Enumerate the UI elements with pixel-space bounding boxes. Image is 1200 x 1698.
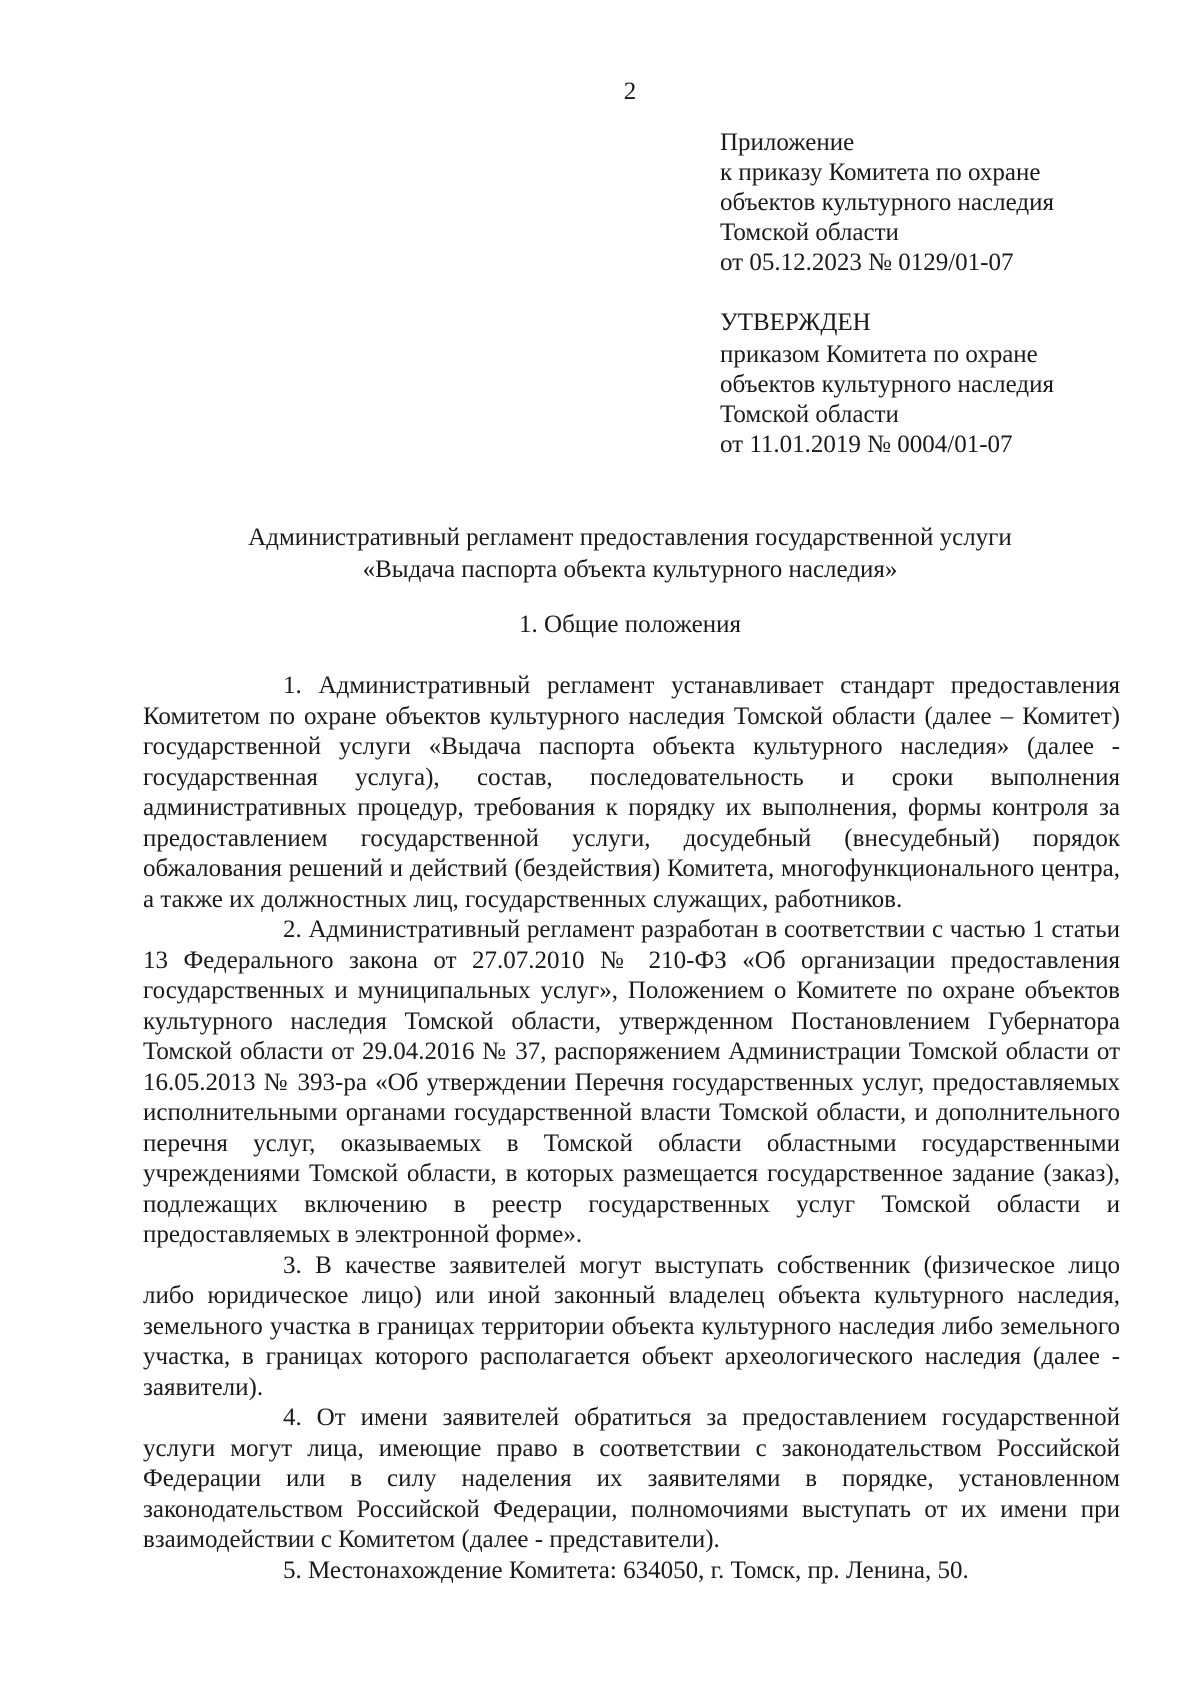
- attachment-line: Приложение: [720, 129, 855, 156]
- approved-title: УТВЕРЖДЕН: [720, 309, 871, 336]
- paragraph-number: 1.: [283, 672, 302, 699]
- paragraph-number: 3.: [283, 1251, 302, 1279]
- document-body: [143, 671, 1120, 1586]
- attachment-line: объектов культурного наследия: [720, 189, 1054, 216]
- paragraph-text: Административный регламент устанавливает стандарт предоставления Комитетом по охране объектов культурного наследия Томской области (далее – Комитет) государственной услуги «Выдача паспорта объекта культурного наследия» (далее - государственная услуга), состав, последовательность и сроки выполнения административных процедур, требования к порядку их выполнения, формы контроля за предоставлением государственной услуги, досудебный (внесудебный) порядок обжалования решений и действий (бездействия) Комитета, многофункционального центра, а также их должностных лиц, государственных служащих, работников.: [143, 672, 1120, 913]
- approved-line: приказом Комитета по охране: [720, 341, 1038, 368]
- approved-line: от 11.01.2019 № 0004/01-07: [720, 431, 1013, 458]
- paragraph: [143, 1403, 1120, 1556]
- paragraph: [143, 671, 1120, 915]
- paragraph-text: Местонахождение Комитета: 634050, г. Томск, пр. Ленина, 50.: [308, 1556, 969, 1584]
- paragraph-text: От имени заявителей обратиться за предоставлением государственной услуги могут лица, имеющие право в соответствии с законодательством Российской Федерации или в силу наделения их заявителями в порядке, установленном законодательством Российской Федерации, полномочиями выступать от их имени при взаимодействии с Комитетом (далее - представители).: [143, 1404, 1120, 1553]
- paragraph: [143, 1556, 1120, 1587]
- paragraph-number: 2.: [283, 916, 302, 943]
- paragraph-text: В качестве заявителей могут выступать собственник (физическое лицо либо юридическое лицо) или иной законный владелец объекта культурного наследия, земельного участка в границах территории объекта культурного наследия либо земельного участка, в границах которого располагается объект археологического наследия (далее - заявители).: [143, 1251, 1121, 1401]
- page-number: 2: [623, 78, 637, 105]
- approved-line: Томской области: [720, 401, 899, 428]
- paragraph: [143, 1251, 1120, 1404]
- attachment-block: [720, 128, 1140, 278]
- attachment-line: к приказу Комитета по охране: [720, 159, 1041, 186]
- paragraph: [143, 915, 1120, 1251]
- attachment-line: Томской области: [720, 219, 899, 246]
- approved-block: [720, 308, 1140, 460]
- document-title-line: «Выдача паспорта объекта культурного наследия»: [362, 556, 898, 583]
- document-title: [140, 522, 1120, 586]
- attachment-line: от 05.12.2023 № 0129/01-07: [720, 249, 1014, 276]
- approved-line: объектов культурного наследия: [720, 371, 1054, 398]
- paragraph-text: Административный регламент разработан в соответствии с частью 1 статьи 13 Федерального закона от 27.07.2010 № 210-ФЗ «Об организации предоставления государственных и муниципальных услуг», Положением о Комитете по охране объектов культурного наследия Томской области, утвержденном Постановлением Губернатора Томской области от 29.04.2016 № 37, распоряжением Администрации Томской области от 16.05.2013 № 393-ра «Об утверждении Перечня государственных услуг, предоставляемых исполнительными органами государственной власти Томской области, и дополнительного перечня услуг, оказываемых в Томской области областными государственными учреждениями Томской области, в которых размещается государственное задание (заказ), подлежащих включению в реестр государственных услуг Томской области и предоставляемых в электронной форме».: [143, 916, 1121, 1248]
- paragraph-number: 5.: [283, 1556, 302, 1584]
- paragraph-number: 4.: [283, 1404, 302, 1431]
- document-title-line: Административный регламент предоставления государственной услуги: [248, 524, 1012, 551]
- section-title: 1. Общие положения: [519, 611, 741, 638]
